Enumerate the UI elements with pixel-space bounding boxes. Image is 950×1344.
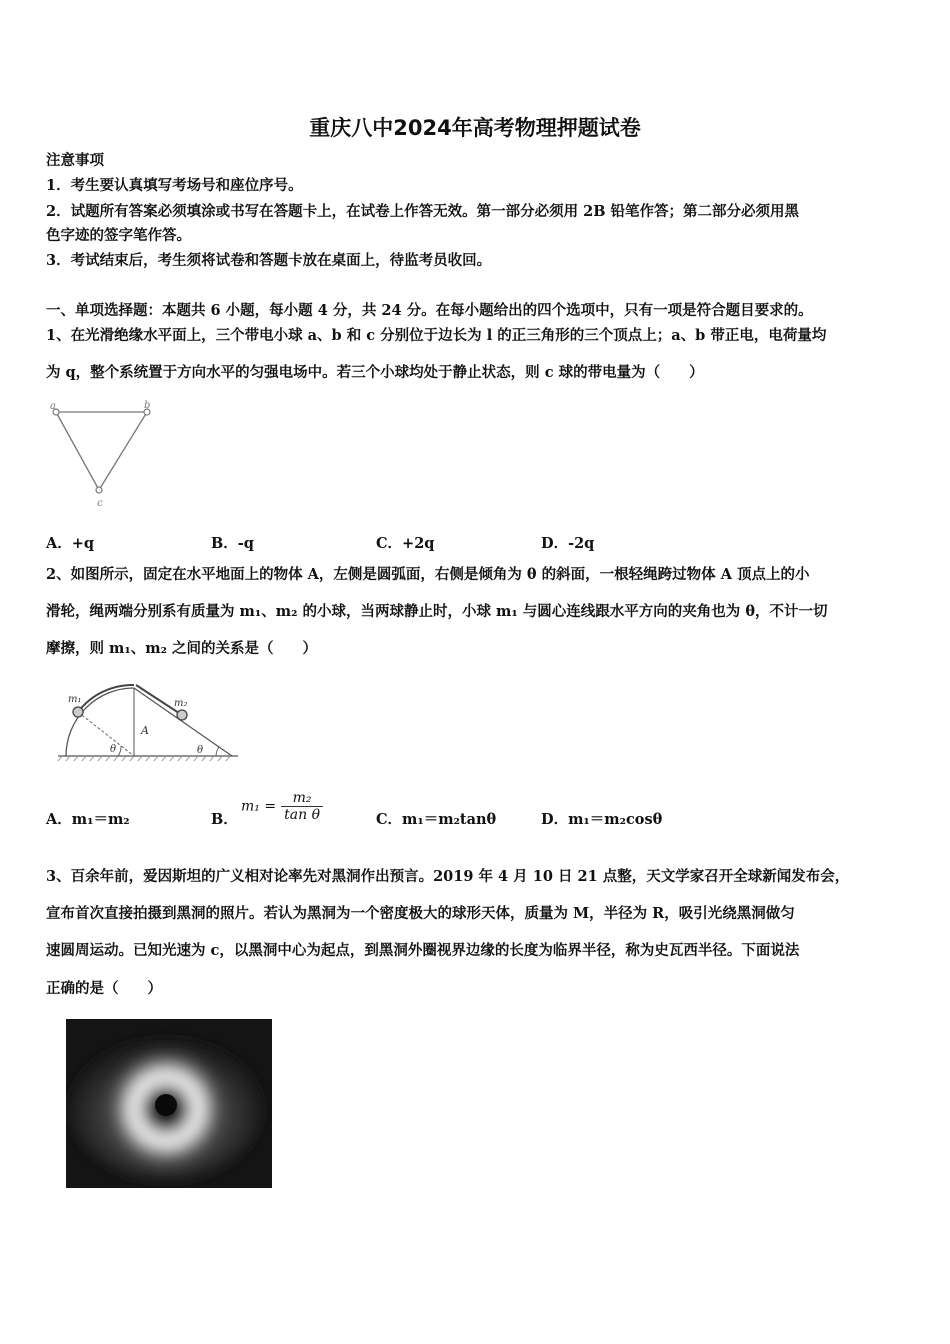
q1-option-d[interactable]: D．-2q [541, 535, 595, 552]
q1-text-line2: 为 q，整个系统置于方向水平的匀强电场中。若三个小球均处于静止状态，则 c 球的带电量为（ ） [46, 364, 704, 381]
q2-incline-figure [56, 676, 242, 764]
q2-option-b-lhs: m₁ = [241, 798, 277, 815]
q3-text-line2: 宣布首次直接拍摄到黑洞的照片。若认为黑洞为一个密度极大的球形天体，质量为 M，半径为 R，吸引光绕黑洞做匀 [46, 905, 795, 922]
q1-triangle-figure [44, 398, 164, 510]
label-theta-left: θ [110, 744, 117, 755]
angle-arc-left [118, 746, 121, 756]
ball-m1 [73, 707, 83, 717]
ground-hatch [58, 756, 230, 761]
q3-text-line1: 3、百余年前，爱因斯坦的广义相对论率先对黑洞作出预言。2019 年 4 月 10 日 21 点整，天文学家召开全球新闻发布会， [46, 868, 850, 885]
q2-text-line2: 滑轮，绳两端分别系有质量为 m₁、m₂ 的小球，当两球静止时，小球 m₁ 与圆心连线跟水平方向的夹角也为 θ，不计一切 [46, 603, 828, 620]
notice-item-1: 1．考生要认真填写考场号和座位序号。 [46, 177, 303, 194]
label-a: a [50, 401, 56, 412]
page-title: 重庆八中2024年高考物理押题试卷 [309, 116, 641, 140]
q2-option-c[interactable]: C．m₁＝m₂tanθ [376, 811, 497, 828]
notice-item-2-cont: 色字迹的签字笔作答。 [46, 227, 191, 244]
q1-option-b[interactable]: B．-q [211, 535, 254, 552]
angle-arc-right [216, 747, 219, 756]
label-m1: m₁ [68, 694, 82, 705]
ball-m2 [177, 710, 187, 720]
q2-text-line1: 2、如图所示，固定在水平地面上的物体 A，左侧是圆弧面，右侧是倾角为 θ 的斜面，一根轻绳跨过物体 A 顶点上的小 [46, 566, 810, 583]
q2-option-b-prefix[interactable]: B． [211, 811, 238, 828]
label-c: c [97, 498, 103, 509]
notice-heading: 注意事项 [46, 152, 104, 169]
q1-option-c[interactable]: C．+2q [376, 535, 435, 552]
notice-item-2: 2．试题所有答案必须填涂或书写在答题卡上，在试卷上作答无效。第一部分必须用 2B 铅笔作答；第二部分必须用黑 [46, 203, 800, 220]
triangle-side-bc [99, 412, 147, 490]
ball-c [96, 487, 102, 493]
fraction-numerator: m₂ [281, 790, 323, 807]
q2-option-b-fraction [281, 790, 323, 823]
label-theta-right: θ [197, 745, 204, 756]
label-b: b [144, 400, 151, 411]
black-hole-image [66, 1019, 272, 1188]
q3-text-line4: 正确的是（ ） [46, 980, 162, 997]
q2-option-a[interactable]: A．m₁＝m₂ [46, 811, 130, 828]
q1-text-line1: 1、在光滑绝缘水平面上，三个带电小球 a、b 和 c 分别位于边长为 l 的正三角形的三个顶点上；a、b 带正电，电荷量均 [46, 327, 827, 344]
q2-option-d[interactable]: D．m₁＝m₂cosθ [541, 811, 663, 828]
section-heading: 一、单项选择题：本题共 6 小题，每小题 4 分，共 24 分。在每小题给出的四个选项中，只有一项是符合题目要求的。 [46, 302, 813, 319]
triangle-side-ac [56, 412, 99, 490]
q1-option-a[interactable]: A．+q [46, 535, 95, 552]
label-m2: m₂ [174, 698, 188, 709]
radius-line [78, 712, 134, 756]
fraction-denominator: tan θ [284, 807, 321, 823]
notice-item-3: 3．考试结束后，考生须将试卷和答题卡放在桌面上，待监考员收回。 [46, 252, 492, 269]
q3-text-line3: 速圆周运动。已知光速为 c，以黑洞中心为起点，到黑洞外圈视界边缘的长度为临界半径，称为史瓦西半径。下面说法 [46, 942, 800, 959]
label-object-a: A [141, 724, 149, 737]
q2-options [46, 790, 906, 840]
q2-option-b[interactable] [241, 790, 323, 823]
q2-text-line3: 摩擦，则 m₁、m₂ 之间的关系是（ ） [46, 640, 317, 657]
